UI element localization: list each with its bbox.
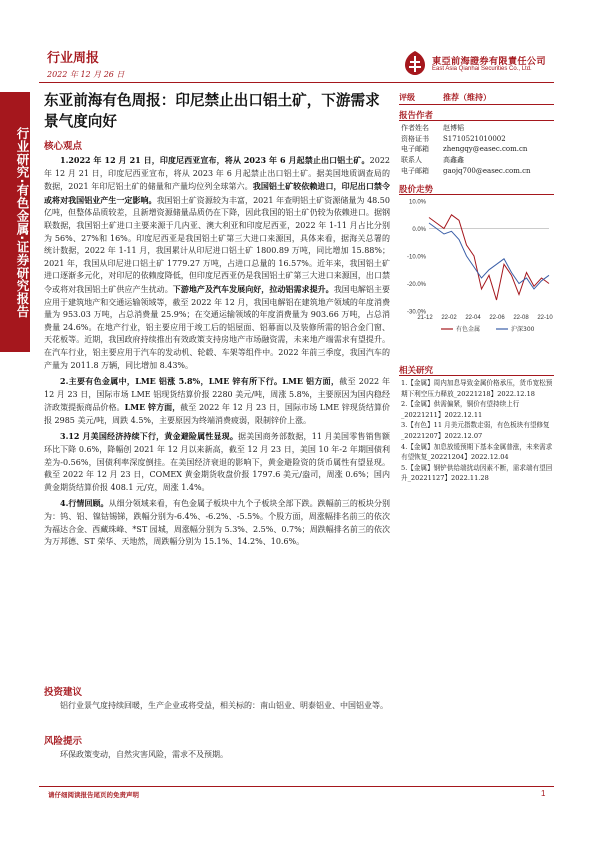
rating-value: 推荐（维持） (443, 93, 491, 102)
analyst-divider (399, 120, 554, 121)
series-line (429, 223, 549, 289)
paragraph-2 (44, 375, 390, 427)
analyst-heading: 报告作者 (399, 111, 434, 121)
x-tick-label: 22-10 (537, 315, 553, 321)
analyst-key: 电子邮箱 (401, 145, 429, 154)
company-logo-icon (401, 50, 429, 76)
analyst-row (401, 134, 554, 145)
x-tick-label: 22-06 (489, 315, 505, 321)
x-tick-label: 22-08 (513, 315, 529, 321)
core-views-body (44, 154, 390, 549)
legend-label: 沪深300 (511, 326, 535, 334)
p3-bold: 3.12 月美国经济持续下行，黄金避险属性显现。 (60, 431, 239, 442)
analyst-value: S1710521010002 (443, 134, 506, 143)
rating-label: 评级 (399, 93, 415, 102)
legend-label: 有色金属 (456, 326, 481, 334)
p1-text-a: 2022 年 12 月 21 日，印度尼西亚宣布，将从 2023 年 6 月起禁止出口铝土矿。据美国地质调查局的数据，2021 年印尼铝土矿的储量和产量均位列全球第六。 (44, 156, 390, 192)
p1-bold-3: 下游地产及汽车发展向好，拉动铝需求提升。 (172, 283, 334, 294)
related-heading: 相关研究 (399, 366, 434, 376)
y-tick-label: 0.0% (412, 227, 426, 233)
analyst-value: 高鑫鑫 (443, 156, 464, 165)
analyst-value: 赵博韬 (443, 124, 464, 132)
risk-text: 环保政策变动，自然灾害风险，需求不及预期。 (60, 750, 228, 759)
stock-chart-heading: 股价走势 (399, 185, 434, 195)
risk-body (44, 749, 390, 762)
header-divider (39, 82, 554, 83)
p2-bold-2: LME 锌方面， (124, 402, 181, 413)
investment-text: 铝行业景气度持续回暖，生产企业或将受益，相关标的：南山铝业、明泰铝业、中国铝业等。 (60, 701, 388, 710)
p1-text-b: 我国铝土矿资源较为丰富，2021 年查明铝土矿资源储量为 48.50 亿吨，但整体品质较差，且新增资源储量品质仍在下降，因此我国的铝土矿仍较为依赖进口。据钢联数据，我国铝土矿进口主要来源于几内亚、澳大利亚和印度尼西亚，2022 年 1-11 月占比分别为 56%、27%和 16%。印度尼西亚是我国铝土矿第三大进口来源国，具体来看，据海关总署的统计数据，2022 年 1-11 月，我国累计从印尼进口铝土矿 1800.89 万吨，同比增加 15.88%；2021 年，我国从印尼进口铝土矿 1779.27 万吨，占进口总量的 16.57%。近年来，我国铝土矿进口逐渐多元化，对印尼的依赖度降低，但印度尼西亚仍是我国铝土矿第三大进口来源国，出口禁令或将对我国铝土矿供应产生扰动。 (44, 195, 390, 294)
p3-text-a: 据美国商务部数据，11 月美国零售销售额环比下降 0.6%，降幅创 2021 年 12 月以来新高，截至 12 月 23 日，美国 10 年-2 年期国债利差为-0.56%，国债利率深度倒挂。在美国经济衰退的影响下，黄金避险资的货币属性有望显现。截至 2022 年 12 月 23 日，COMEX 黄金期货收盘价报 1797.6 美元/盎司，周涨 0.6%；国内黄金期货结算价报 408.1 元/克，周涨 1.4%。 (44, 432, 390, 492)
paragraph-3 (44, 430, 390, 494)
p1-text-c: 我国电解铝主要应用于建筑地产和交通运输领域等，截至 2022 年 12 月，我国电解铝在建筑地产领域的年度消费量为 953.03 万吨，占总消费量 25.9%；在交通运输领域的年度消费量为 903.66 万吨，占总消费量 24.6%。在地产行业，铝主要应用于竣工后的铝屋面、铝幕面以及装修所需的铝合金门窗、天花板等。近期，我国政府持续推出有效政策支持房地产市场融资需，未来地产端需求有望提升。在汽车行业，铝主要应用于汽车的发动机、轮毂、车架等组件中。2022 年前三季度，我国汽车的产量为 2011.8 万辆，同比增加 8.43%。 (44, 284, 391, 370)
analyst-table (401, 123, 554, 177)
section-core-views: 核心观点 (44, 141, 83, 152)
report-date: 2022 年 12 月 26 日 (47, 70, 125, 79)
analyst-value: gaojq700@easec.com.cn (443, 166, 531, 175)
x-tick-label: 22-02 (441, 315, 457, 321)
related-item[interactable]: 5.【金属】钢铲供给端扰动因素不断，需求端有望回升_20221127】2022.11.28 (401, 463, 553, 483)
analyst-row (401, 123, 554, 134)
analyst-value: zhengqy@easec.com.cn (443, 145, 528, 154)
related-item[interactable]: 1.【金属】周内加息导致金属价格承压，货币宽松预期下利空压力释放_20221218】2022.12.18 (401, 379, 553, 398)
company-name-cn: 東亞前海證券有限責任公司 (432, 56, 546, 67)
x-tick-label: 21-12 (417, 315, 433, 321)
investment-body (44, 700, 390, 713)
analyst-key: 资格证书 (401, 134, 429, 143)
analyst-row (401, 144, 554, 155)
page-number: 1 (541, 789, 546, 798)
related-divider (399, 375, 554, 376)
rating-row (399, 92, 554, 103)
p2-bold: 2.主要有色金属中，LME 铝涨 5.8%，LME 锌有所下行。LME 铝方面， (60, 376, 340, 387)
paragraph-1 (44, 154, 390, 372)
y-tick-label: -20.0% (406, 282, 426, 288)
section-investment: 投资建议 (44, 687, 83, 698)
analyst-row (401, 166, 554, 177)
footer-disclaimer: 请仔细阅读报告尾页的免责声明 (48, 791, 139, 799)
analyst-key: 作者姓名 (401, 124, 429, 132)
related-item[interactable]: 3.【有色】11 月美元指数走弱，有色板块有望修复_20221207】2022.12.07 (401, 421, 550, 440)
footer-divider (39, 786, 554, 787)
p2-text-a: 截至 2022 年 12 月 23 日，国际市场 LME 铝现货结算价报 2280 美元/吨，周涨 5.8%，主要原因为国内稳经济政策提振商品价格。 (44, 377, 390, 413)
page-title: 东亚前海有色周报：印尼禁止出口铝土矿，下游需求景气度向好 (44, 92, 380, 130)
p4-bold: 4.行情回顾。 (60, 498, 109, 509)
y-tick-label: 10.0% (408, 199, 426, 206)
p1-bold-2: 我国铝土矿较依赖进口，印尼出口禁令或将对我国铝业产生一定影响。 (44, 181, 391, 205)
analyst-row (401, 155, 554, 166)
p2-text-b: 截至 2022 年 12 月 23 日，国际市场 LME 锌现货结算价报 2985 美元/吨，周跌 4.5%，主要原因为终端消费疲弱，限制锌价上涨。 (44, 403, 390, 425)
series-line (429, 215, 549, 300)
p1-bold: 1.2022 年 12 月 21 日，印度尼西亚宣布，将从 2023 年 6 月起禁止出口铝土矿。 (60, 155, 370, 165)
y-tick-label: -30.0% (406, 309, 426, 316)
p4-text-a: 从细分领域来看，有色金属子板块中九个子板块全部下跌。跌幅前三的板块分别为：钨、铝、镍钴锡锑，跌幅分别为-6.4%、-6.2%、-5.5%。个股方面，周涨幅排名前三的依次为福达合金、西藏珠峰、*ST 园城，周涨幅分别为 5.3%、2.5%、0.7%；周跌幅排名前三的依次为万邦德、ST 荣华、天地然，周跌幅分别为 15.1%、14.2%、10.6%。 (44, 499, 391, 547)
related-item[interactable]: 2.【金属】供需偏紧，铜价有望持续上行_20221211】2022.12.11 (401, 400, 520, 419)
report-type: 行业周报 (47, 51, 100, 66)
analyst-key: 电子邮箱 (401, 166, 429, 175)
analyst-key: 联系人 (401, 156, 422, 165)
x-tick-label: 22-04 (465, 315, 481, 321)
related-item[interactable]: 4.【金属】加息放缓预期下基本金属普涨，未来需求有望恢复_20221204】2022.12.04 (401, 442, 553, 462)
sidebar-text: 行业研究·有色金属·证券研究报告 (15, 126, 30, 318)
section-risk: 风险提示 (44, 736, 83, 747)
company-name-en: East Asia Qianhai Securities Co., Ltd. (432, 66, 532, 72)
stock-price-chart (399, 195, 554, 335)
rating-divider (399, 104, 554, 105)
paragraph-4 (44, 497, 390, 548)
y-tick-label: -10.0% (406, 254, 426, 261)
related-list (401, 378, 554, 484)
